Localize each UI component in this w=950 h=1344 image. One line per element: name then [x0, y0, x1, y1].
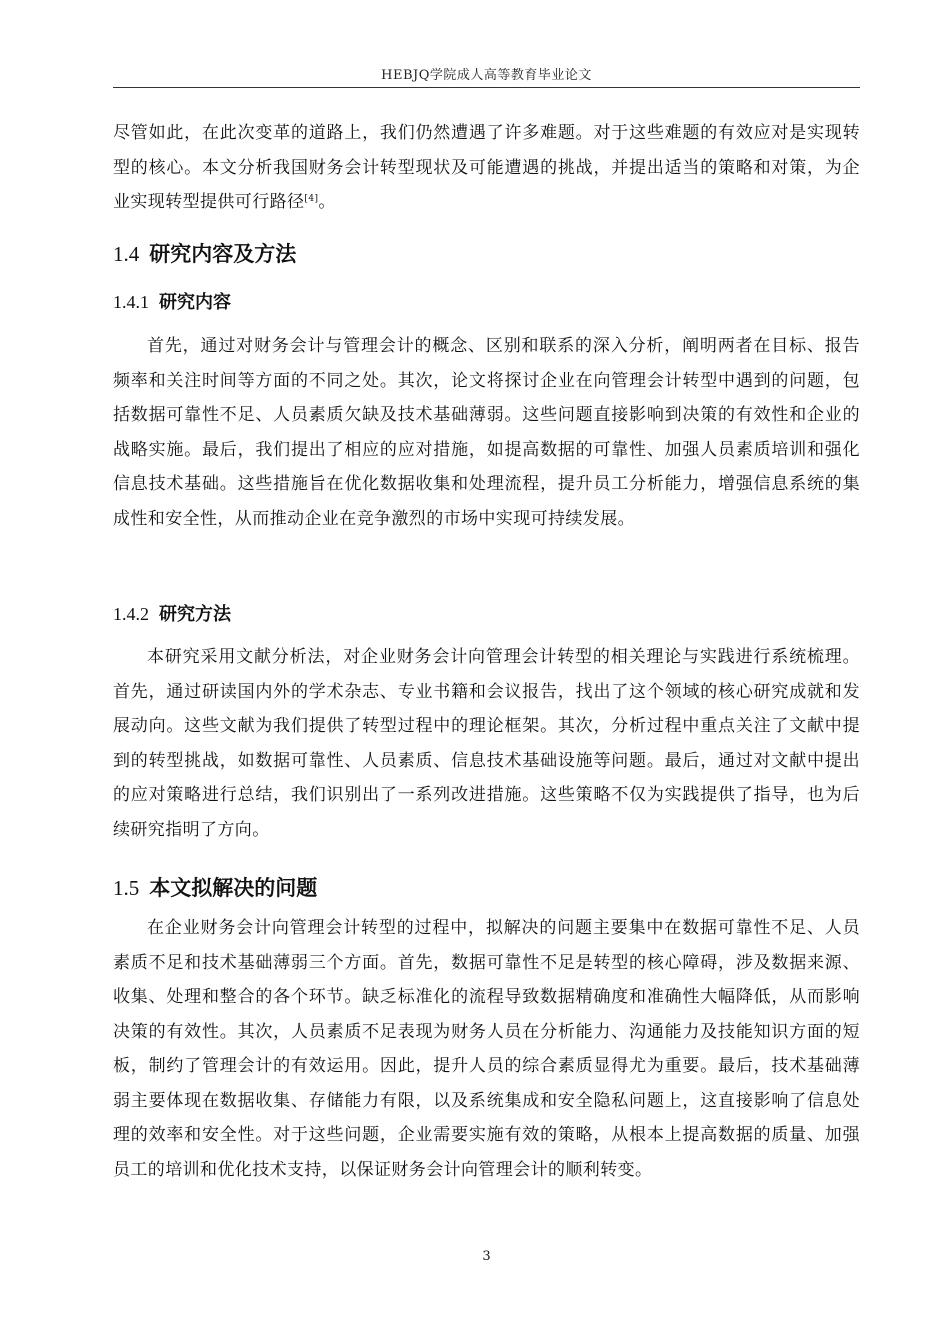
intro-end: 。: [318, 192, 336, 212]
paragraph-research-content: 首先，通过对财务会计与管理会计的概念、区别和联系的深入分析，阐明两者在目标、报告频率和关注时间等方面的不同之处。其次，论文将探讨企业在向管理会计转型中遇到的问题，包括数据可靠性不足、人员素质欠缺及技术基础薄弱。这些问题直接影响到决策的有效性和企业的战略实施。最后，我们提出了相应的应对措施，如提高数据的可靠性、加强人员素质培训和强化信息技术基础。这些措施旨在优化数据收集和处理流程，提升员工分析能力，增强信息系统的集成性和安全性，从而推动企业在竞争激烈的市场中实现可持续发展。: [113, 336, 860, 529]
section-number: 1.5: [113, 876, 140, 900]
intro-paragraph: [113, 116, 860, 220]
paragraph-research-method: 本研究采用文献分析法，对企业财务会计向管理会计转型的相关理论与实践进行系统梳理。首先，通过研读国内外的学术杂志、专业书籍和会议报告，找出了这个领域的核心研究成就和发展动向。这些文献为我们提供了转型过程中的理论框架。其次，分析过程中重点关注了文献中提到的转型挑战，如数据可靠性、人员素质、信息技术基础设施等问题。最后，通过对文献中提出的应对策略进行总结，我们识别出了一系列改进措施。这些策略不仅为实践提供了指导，也为后续研究指明了方向。: [113, 647, 860, 840]
citation-ref: [4]: [304, 194, 319, 204]
paragraph-problems: 在企业财务会计向管理会计转型的过程中，拟解决的问题主要集中在数据可靠性不足、人员素质不足和技术基础薄弱三个方面。首先，数据可靠性不足是转型的核心障碍，涉及数据来源、收集、处理和整合的各个环节。缺乏标准化的流程导致数据精确度和准确性大幅降低，从而影响决策的有效性。其次，人员素质不足表现为财务人员在分析能力、沟通能力及技能知识方面的短板，制约了管理会计的有效运用。因此，提升人员的综合素质显得尤为重要。最后，技术基础薄弱主要体现在数据收集、存储能力有限，以及系统集成和安全隐私问题上，这直接影响了信息处理的效率和安全性。对于这些问题，企业需要实施有效的策略，从根本上提高数据的质量、加强员工的培训和优化技术支持，以保证财务会计向管理会计的顺利转变。: [113, 918, 860, 1180]
page-number: 3: [482, 1249, 491, 1264]
section-number: 1.4: [113, 242, 140, 266]
section-number: 1.4.1: [113, 292, 149, 312]
section-heading-1-4-1: [113, 288, 860, 314]
section-title: 研究方法: [159, 604, 231, 625]
section-title: 研究内容: [159, 292, 231, 313]
section-title: 研究内容及方法: [149, 242, 297, 266]
header-divider: [113, 87, 860, 88]
intro-text: 尽管如此，在此次变革的道路上，我们仍然遭遇了许多难题。对于这些难题的有效应对是实现转型的核心。本文分析我国财务会计转型现状及可能遭遇的挑战，并提出适当的策略和对策，为企业实现转型提供可行路径: [113, 123, 860, 212]
page-header: HEBJQ学院成人高等教育毕业论文: [381, 68, 592, 83]
section-number: 1.4.2: [113, 604, 149, 624]
section-heading-1-5: [113, 872, 860, 902]
section-title: 本文拟解决的问题: [149, 876, 318, 900]
section-heading-1-4: [113, 238, 860, 268]
section-heading-1-4-2: [113, 600, 860, 626]
